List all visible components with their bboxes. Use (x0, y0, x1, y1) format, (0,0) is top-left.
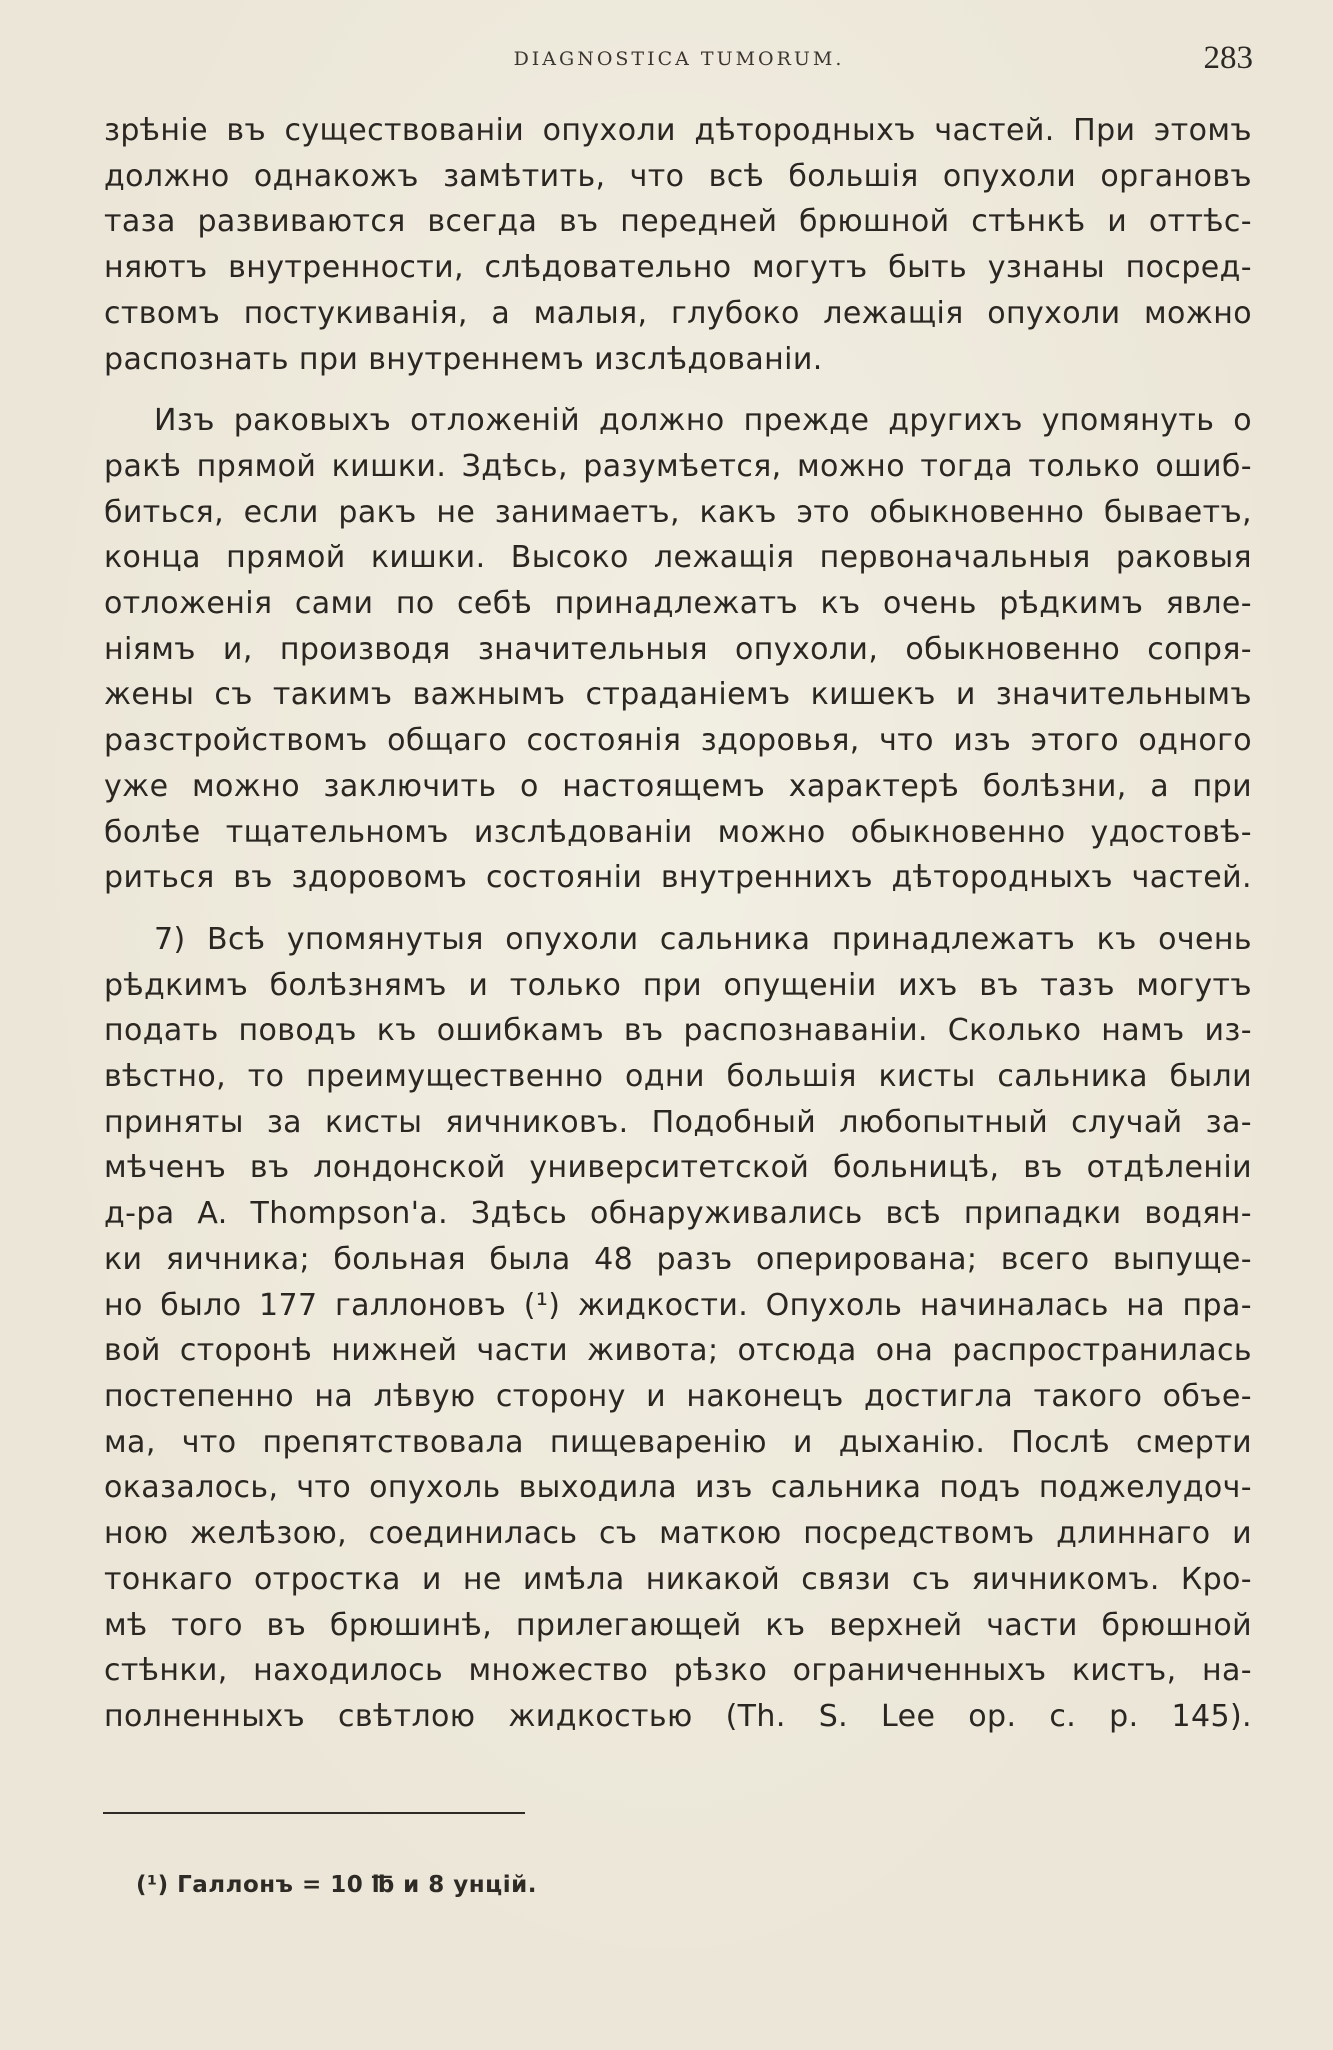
text-line: постепенно на лѣвую сторону и наконецъ достигла такого объе- (104, 1378, 1252, 1414)
footnote-separator (103, 1812, 525, 1814)
text-line: конца прямой кишки. Высоко лежащія первоначальныя раковыя (104, 540, 1252, 576)
text-line: зрѣніе въ существованіи опухоли дѣтородныхъ частей. При этомъ (104, 113, 1252, 148)
text-line: ма, что препятствовала пищеваренію и дыханію. Послѣ смерти (104, 1424, 1252, 1460)
text-line: полненныхъ свѣтлою жидкостью (Th. S. Lee op. c. p. 145). (104, 1698, 1252, 1734)
text-line: ствомъ постукиванія, а малыя, глубоко лежащія опухоли можно (104, 295, 1252, 331)
text-line: отложенія сами по себѣ принадлежатъ къ очень рѣдкимъ явле- (104, 586, 1252, 622)
text-line: разстройствомъ общаго состоянія здоровья, что изъ этого одного (104, 723, 1252, 759)
text-line: уже можно заключить о настоящемъ характерѣ болѣзни, а при (104, 768, 1252, 804)
text-line: тонкаго отростка и не имѣла никакой связи съ яичникомъ. Кро- (104, 1561, 1252, 1597)
text-line: распознать при внутреннемъ изслѣдованіи. (104, 341, 823, 377)
running-head (105, 40, 1253, 80)
text-line: вѣстно, то преимущественно одни большія кисты сальника были (104, 1059, 1252, 1095)
text-line: ки яичника; больная была 48 разъ оперирована; всего выпуще- (104, 1241, 1252, 1277)
paragraph-3 (104, 917, 1252, 1740)
text-line: Изъ раковыхъ отложеній должно прежде другихъ упомянуть о (154, 403, 1252, 439)
text-line: биться, если ракъ не занимаетъ, какъ это обыкновенно бываетъ, (104, 494, 1252, 530)
text-line: должно однакожъ замѣтить, что всѣ большія опухоли органовъ (104, 158, 1252, 194)
text-line: д-ра A. Thompson'a. Здѣсь обнаруживались всѣ припадки водян- (104, 1196, 1252, 1232)
text-line: риться въ здоровомъ состояніи внутреннихъ дѣтородныхъ частей. (104, 860, 1252, 896)
text-line: оказалось, что опухоль выходила изъ сальника подъ поджелудоч- (104, 1470, 1252, 1506)
page-number: 283 (1203, 40, 1253, 76)
text-line: вой сторонѣ нижней части живота; отсюда она распространилась (104, 1333, 1252, 1369)
running-head-title: DIAGNOSTICA TUMORUM. (513, 48, 845, 70)
text-line: 7) Всѣ упомянутыя опухоли сальника принадлежатъ къ очень (154, 921, 1252, 957)
text-line: няютъ внутренности, слѣдовательно могутъ быть узнаны посред- (104, 250, 1252, 286)
text-line: рѣдкимъ болѣзнямъ и только при опущеніи ихъ въ тазъ могутъ (104, 967, 1252, 1003)
text-line: мѣченъ въ лондонской университетской больницѣ, въ отдѣленіи (104, 1150, 1252, 1186)
paragraph-1 (104, 108, 1252, 382)
text-line: ною желѣзою, соединилась съ маткою посредствомъ длиннаго и (104, 1516, 1252, 1552)
text-line: стѣнки, находилось множество рѣзко ограниченныхъ кистъ, на- (104, 1653, 1252, 1689)
text-line: приняты за кисты яичниковъ. Подобный любопытный случай за- (104, 1104, 1252, 1140)
text-line: но было 177 галлоновъ (¹) жидкости. Опухоль начиналась на пра- (104, 1287, 1252, 1323)
body-text (104, 108, 1252, 1756)
text-line: подать поводъ къ ошибкамъ въ распознаваніи. Сколько намъ из- (104, 1013, 1252, 1049)
paragraph-2 (104, 398, 1252, 901)
text-line: жены съ такимъ важнымъ страданіемъ кишекъ и значительнымъ (104, 677, 1252, 713)
text-line: ніямъ и, производя значительныя опухоли, обыкновенно сопря- (104, 631, 1252, 667)
text-line: таза развиваются всегда въ передней брюшной стѣнкѣ и оттѣс- (104, 204, 1252, 240)
text-line: мѣ того въ брюшинѣ, прилегающей къ верхней части брюшной (104, 1607, 1252, 1643)
text-line: болѣе тщательномъ изслѣдованіи можно обыкновенно удостовѣ- (104, 814, 1252, 850)
text-line: ракѣ прямой кишки. Здѣсь, разумѣется, можно тогда только ошиб- (104, 448, 1252, 484)
footnote: (¹) Галлонъ = 10 ℔ и 8 унцій. (136, 1872, 537, 1898)
